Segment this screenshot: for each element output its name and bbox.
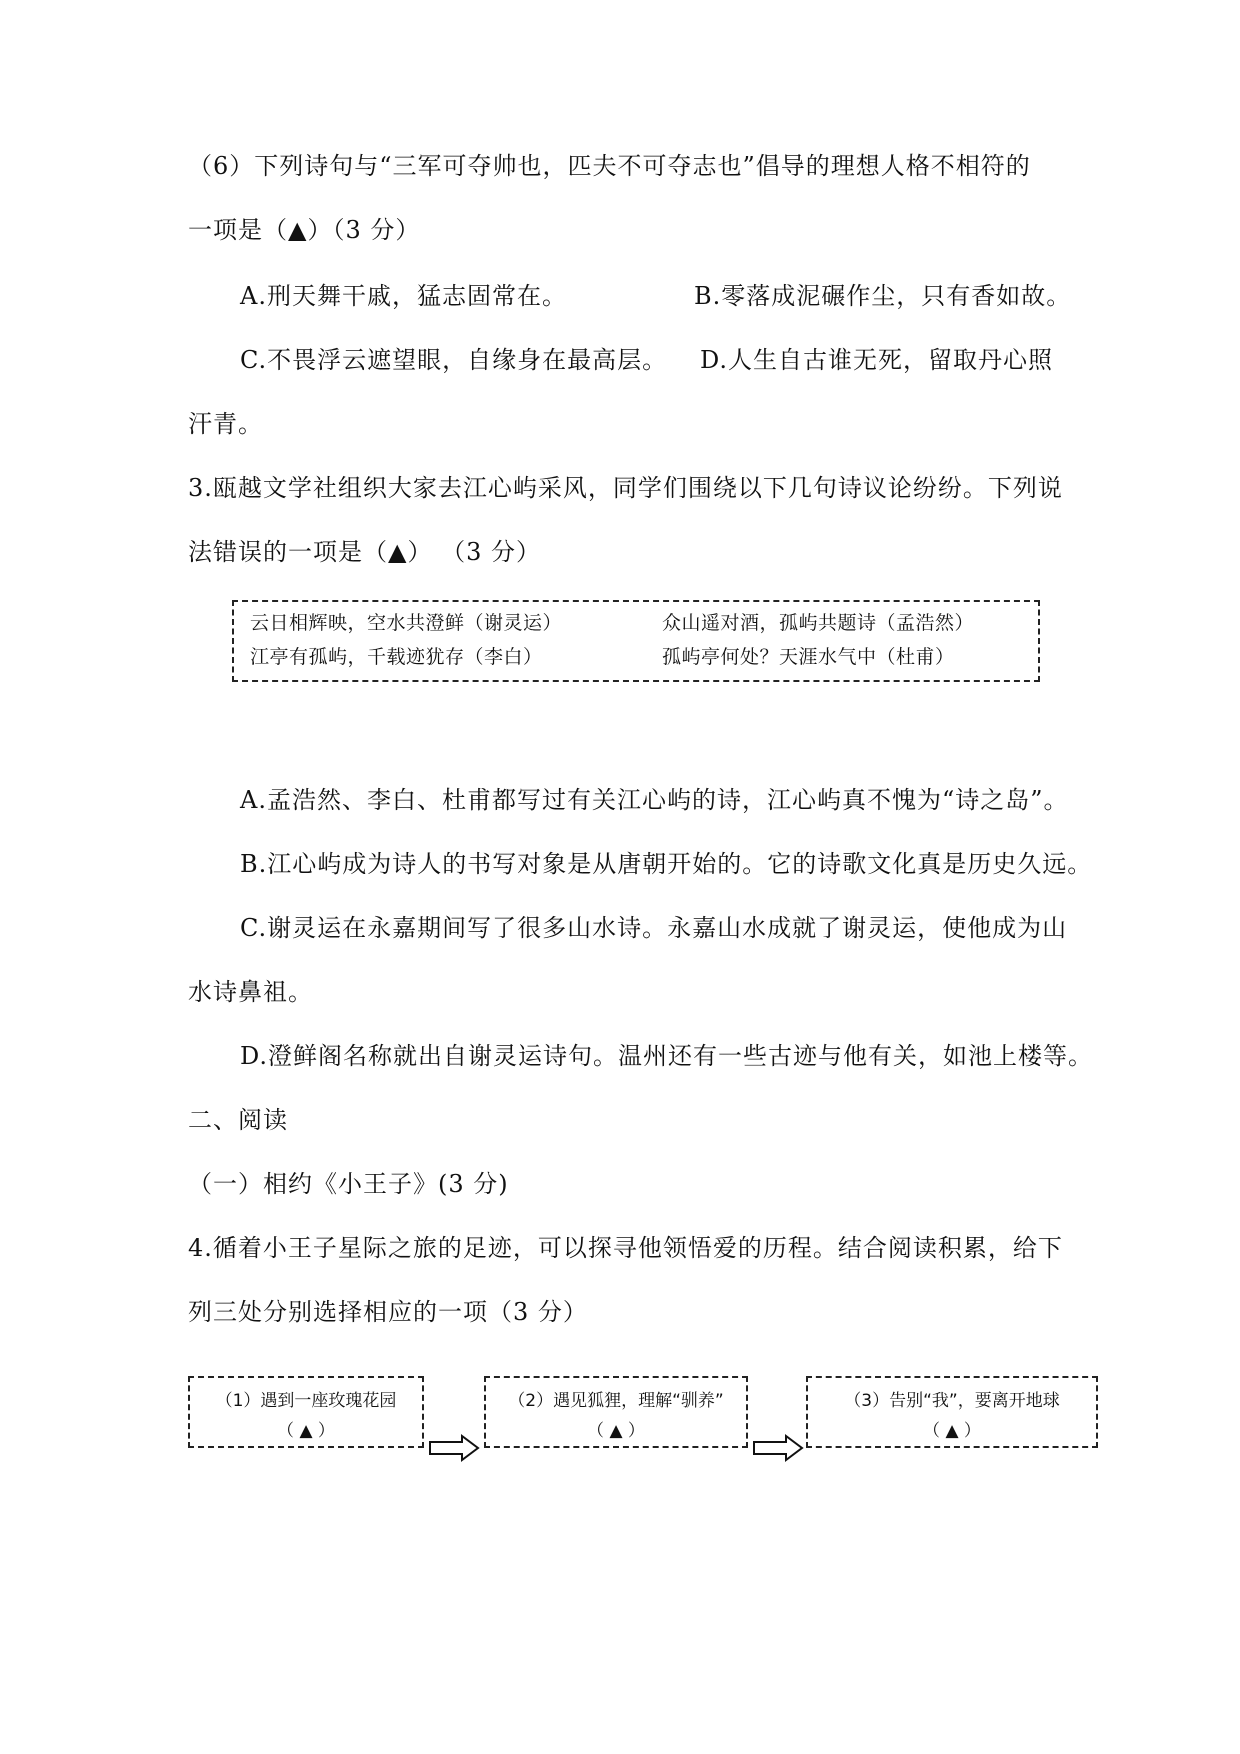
section-heading: 二、阅读 [188,1106,288,1134]
q6-option-d: D.人生自古谁无死，留取丹心照 [700,346,1054,374]
q6-option-a: A.刑天舞干戚，猛志固常在。 [240,282,567,310]
flow-step-3-blank: （ ▲ ） [923,1421,981,1441]
q3-stem-line2: 法错误的一项是（▲） （3 分） [188,538,541,566]
q4-stem-line1: 4.循着小王子星际之旅的足迹，可以探寻他领悟爱的历程。结合阅读积累，给下 [188,1234,1063,1262]
poem-meng-haoran: 众山遥对酒，孤屿共题诗（孟浩然） [662,612,975,634]
flow-step-3 [806,1376,1098,1448]
poem-li-bai: 江亭有孤屿，千载迹犹存（李白） [250,646,543,668]
right-arrow-icon [752,1434,804,1462]
flow-step-2 [484,1376,748,1448]
q3-option-a: A.孟浩然、李白、杜甫都写过有关江心屿的诗，江心屿真不愧为“诗之岛”。 [240,786,1069,814]
q6-stem-line1: （6）下列诗句与“三军可夺帅也，匹夫不可夺志也”倡导的理想人格不相符的 [188,152,1031,180]
q4-stem-line2: 列三处分别选择相应的一项（3 分） [188,1298,588,1326]
q3-option-b: B.江心屿成为诗人的书写对象是从唐朝开始的。它的诗歌文化真是历史久远。 [240,850,1093,878]
q3-option-c: C.谢灵运在永嘉期间写了很多山水诗。永嘉山水成就了谢灵运，使他成为山 [240,914,1068,942]
q6-option-c: C.不畏浮云遮望眼，自缘身在最高层。 [240,346,668,374]
flow-step-1 [188,1376,424,1448]
q6-stem-line2: 一项是（▲）（3 分） [188,216,421,244]
q6-option-d-continued: 汗青。 [188,410,263,438]
flow-step-1-blank: （ ▲ ） [277,1421,335,1441]
q3-stem-line1: 3.瓯越文学社组织大家去江心屿采风，同学们围绕以下几句诗议论纷纷。下列说 [188,474,1063,502]
flow-step-2-label: （2）遇见狐狸，理解“驯养” [508,1391,724,1411]
poem-du-fu: 孤屿亭何处？天涯水气中（杜甫） [662,646,955,668]
q6-option-b: B.零落成泥碾作尘，只有香如故。 [694,282,1072,310]
q3-option-d: D.澄鲜阁名称就出自谢灵运诗句。温州还有一些古迹与他有关，如池上楼等。 [240,1042,1094,1070]
q3-option-c-continued: 水诗鼻祖。 [188,978,313,1006]
flow-step-1-label: （1）遇到一座玫瑰花园 [215,1391,397,1411]
right-arrow-icon [428,1434,480,1462]
flow-step-3-label: （3）告别“我”，要离开地球 [844,1391,1060,1411]
poem-xie-lingyun: 云日相辉映，空水共澄鲜（谢灵运） [250,612,563,634]
poem-box [232,600,1040,682]
flow-step-2-blank: （ ▲ ） [587,1421,645,1441]
subsection-heading: （一）相约《小王子》(3 分) [188,1170,509,1198]
